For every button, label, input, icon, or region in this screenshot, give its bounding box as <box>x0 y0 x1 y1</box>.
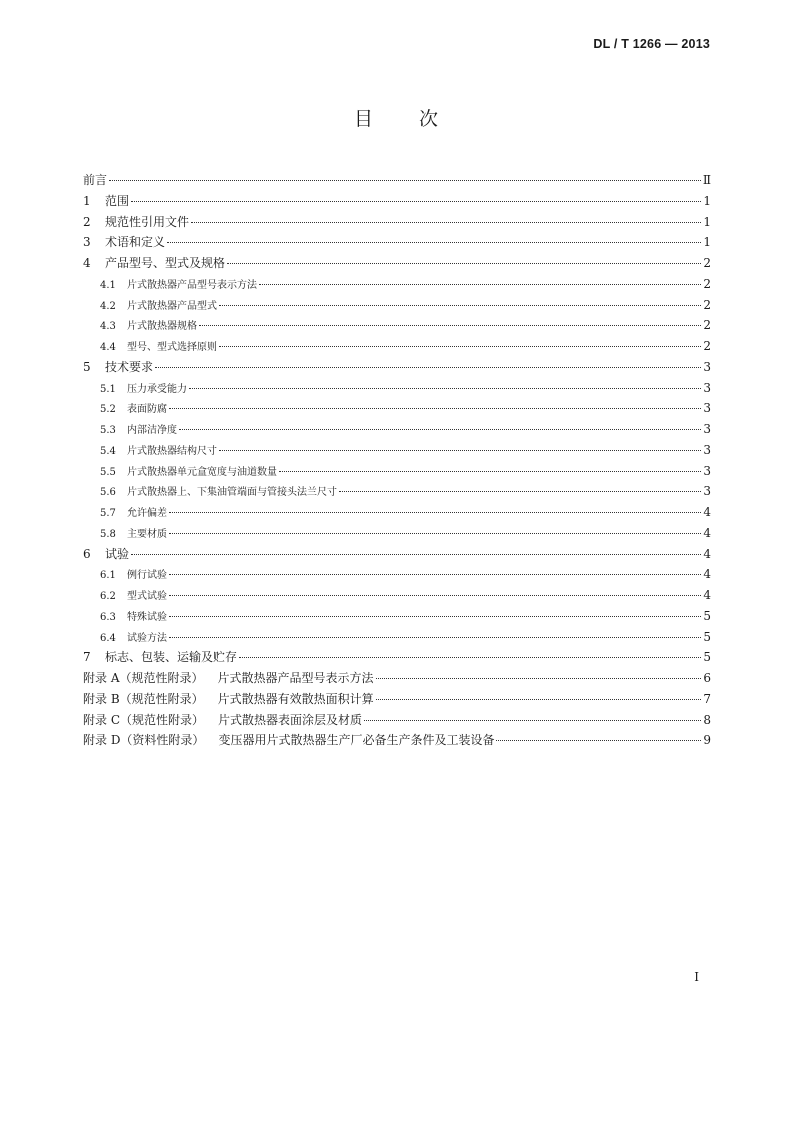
toc-entry-page: 2 <box>703 318 711 333</box>
toc-leader-dots <box>219 449 701 451</box>
toc-entry[interactable] <box>83 274 711 295</box>
footer-page-number: I <box>694 970 699 984</box>
toc-entry-title: 试验 <box>105 546 130 561</box>
toc-entry-number: 5.7 <box>100 508 116 519</box>
table-of-contents <box>83 170 711 751</box>
toc-entry-title: 片式散热器规格 <box>127 321 197 333</box>
toc-entry-number: 5.6 <box>100 487 116 499</box>
toc-entry-number: 3 <box>83 235 91 250</box>
toc-entry-title: 片式散热器有效散热面积计算 <box>217 691 374 706</box>
toc-entry-title: 片式散热器产品型号表示方法 <box>217 671 374 685</box>
toc-leader-dots <box>364 719 701 721</box>
toc-entry[interactable] <box>83 232 711 253</box>
toc-entry-number: 5.1 <box>100 383 116 395</box>
toc-leader-dots <box>169 407 701 409</box>
toc-entry-page: 5 <box>703 650 711 665</box>
toc-entry-number: 4 <box>83 256 91 270</box>
toc-leader-dots <box>155 366 701 368</box>
toc-leader-dots <box>131 553 701 555</box>
toc-entry-page: 4 <box>703 567 711 582</box>
toc-leader-dots <box>179 428 701 430</box>
toc-entry[interactable] <box>83 440 711 461</box>
toc-entry-number: 6.4 <box>100 632 116 644</box>
toc-entry[interactable] <box>83 647 711 668</box>
toc-entry-number: 5 <box>83 359 91 374</box>
toc-entry-page: 3 <box>703 442 711 457</box>
toc-entry-title: 片式散热器表面涂层及材质 <box>218 712 363 727</box>
toc-entry-title: 片式散热器单元盒宽度与油道数量 <box>127 466 277 478</box>
toc-entry-title: 特殊试验 <box>127 611 167 623</box>
toc-entry-page: 7 <box>703 691 711 706</box>
toc-entry[interactable] <box>83 212 711 233</box>
toc-entry-page: Ⅱ <box>702 173 711 187</box>
toc-entry-title: 试验方法 <box>127 632 167 644</box>
toc-entry[interactable] <box>83 668 711 689</box>
toc-entry-page: 3 <box>703 484 711 499</box>
toc-entry-page: 3 <box>703 401 711 416</box>
toc-leader-dots <box>279 470 701 472</box>
toc-entry[interactable] <box>83 315 711 336</box>
toc-entry-number: 4.4 <box>100 342 116 353</box>
toc-entry-page: 4 <box>703 505 711 519</box>
toc-entry[interactable] <box>83 461 711 482</box>
toc-entry-title: 范围 <box>105 193 130 208</box>
toc-entry-title: 产品型号、型式及规格 <box>105 256 226 270</box>
toc-entry[interactable] <box>83 253 711 274</box>
toc-entry[interactable] <box>83 606 711 627</box>
toc-leader-dots <box>199 324 701 326</box>
toc-entry-title: 表面防腐 <box>127 404 167 416</box>
toc-entry[interactable] <box>83 419 711 440</box>
toc-leader-dots <box>239 656 701 658</box>
toc-entry-title: 前言 <box>83 173 108 187</box>
toc-entry-number: 6.1 <box>100 570 116 582</box>
toc-entry-number: 4.3 <box>100 321 116 333</box>
toc-leader-dots <box>259 283 701 285</box>
toc-entry-title: 片式散热器上、下集油管端面与管接头法兰尺寸 <box>127 487 337 499</box>
toc-leader-dots <box>169 636 701 638</box>
toc-entry-number: 附录 B（规范性附录） <box>83 691 204 706</box>
toc-entry-page: 3 <box>703 463 711 478</box>
toc-entry-page: 3 <box>703 422 711 436</box>
toc-entry-number: 6.2 <box>100 591 116 602</box>
toc-entry-title: 型号、型式选择原则 <box>127 342 217 353</box>
toc-entry-page: 1 <box>703 235 711 250</box>
toc-entry[interactable] <box>83 502 711 523</box>
toc-entry-number: 6.3 <box>100 611 116 623</box>
toc-entry-number: 附录 D（资料性附录） <box>83 733 205 748</box>
toc-entry-number: 1 <box>83 193 91 208</box>
toc-entry-page: 9 <box>703 733 711 748</box>
toc-leader-dots <box>109 179 701 181</box>
toc-leader-dots <box>169 594 701 596</box>
toc-leader-dots <box>376 698 701 700</box>
toc-leader-dots <box>219 304 701 306</box>
page-title <box>0 104 794 131</box>
toc-entry-page: 1 <box>703 214 711 229</box>
title-part-2: 次 <box>419 108 441 130</box>
toc-entry[interactable] <box>83 481 711 502</box>
toc-entry-number: 2 <box>83 214 91 229</box>
toc-entry[interactable] <box>83 170 711 191</box>
toc-entry-title: 标志、包装、运输及贮存 <box>105 650 238 665</box>
toc-leader-dots <box>169 615 701 617</box>
toc-entry-number: 6 <box>83 546 91 561</box>
toc-entry-page: 3 <box>703 380 711 395</box>
toc-entry-page: 6 <box>703 671 711 685</box>
toc-entry-number: 5.3 <box>100 425 116 436</box>
toc-entry-title: 片式散热器产品型号表示方法 <box>127 279 257 291</box>
toc-entry[interactable] <box>83 378 711 399</box>
toc-entry-page: 2 <box>703 276 711 291</box>
toc-entry-title: 内部洁净度 <box>127 425 177 436</box>
toc-entry-page: 4 <box>703 588 711 602</box>
toc-entry-title: 压力承受能力 <box>127 383 187 395</box>
toc-leader-dots <box>189 387 701 389</box>
toc-leader-dots <box>131 200 701 202</box>
toc-entry-page: 5 <box>703 608 711 623</box>
toc-entry[interactable] <box>83 585 711 606</box>
toc-entry-page: 1 <box>703 193 711 208</box>
toc-entry-number: 附录 A（规范性附录） <box>83 671 204 685</box>
toc-entry-page: 5 <box>703 629 711 644</box>
toc-entry-page: 2 <box>703 256 711 270</box>
toc-leader-dots <box>169 511 701 513</box>
toc-entry-page: 2 <box>703 339 711 353</box>
toc-leader-dots <box>496 739 701 741</box>
toc-entry-title: 规范性引用文件 <box>105 214 190 229</box>
toc-leader-dots <box>227 262 701 264</box>
toc-entry-title: 术语和定义 <box>105 235 166 250</box>
toc-entry[interactable] <box>83 710 711 731</box>
toc-leader-dots <box>169 532 701 534</box>
toc-leader-dots <box>339 490 701 492</box>
toc-entry-number: 7 <box>83 650 91 665</box>
toc-entry-page: 2 <box>703 297 711 312</box>
standard-code: DL / T 1266 — 2013 <box>593 37 710 51</box>
toc-entry-title: 片式散热器产品型式 <box>127 300 217 312</box>
toc-entry-title: 片式散热器结构尺寸 <box>127 445 217 457</box>
toc-entry[interactable] <box>83 191 711 212</box>
toc-entry-number: 附录 C（规范性附录） <box>83 712 204 727</box>
toc-entry[interactable] <box>83 627 711 648</box>
toc-entry[interactable] <box>83 357 711 378</box>
toc-entry-page: 3 <box>703 359 711 374</box>
toc-entry[interactable] <box>83 336 711 357</box>
toc-leader-dots <box>376 677 702 679</box>
toc-entry-number: 4.2 <box>100 300 116 312</box>
toc-entry-page: 4 <box>703 546 711 561</box>
toc-entry-number: 4.1 <box>100 279 116 291</box>
toc-leader-dots <box>191 221 701 223</box>
toc-entry[interactable] <box>83 544 711 565</box>
toc-entry-number: 5.8 <box>100 528 116 540</box>
toc-entry-number: 5.4 <box>100 445 116 457</box>
toc-entry[interactable] <box>83 689 711 710</box>
toc-entry[interactable] <box>83 730 711 751</box>
toc-leader-dots <box>219 345 701 347</box>
toc-entry-page: 8 <box>703 712 711 727</box>
toc-entry-number: 5.5 <box>100 466 116 478</box>
toc-entry-title: 型式试验 <box>127 591 167 602</box>
toc-entry[interactable] <box>83 564 711 585</box>
toc-entry-title: 主要材质 <box>127 528 167 540</box>
toc-entry-title: 允许偏差 <box>127 508 167 519</box>
toc-entry[interactable] <box>83 295 711 316</box>
toc-entry-title: 技术要求 <box>105 359 154 374</box>
toc-entry-title: 变压器用片式散热器生产厂必备生产条件及工装设备 <box>218 733 495 748</box>
toc-leader-dots <box>167 241 701 243</box>
title-part-1: 目 <box>353 108 375 130</box>
toc-leader-dots <box>169 573 701 575</box>
toc-entry[interactable] <box>83 398 711 419</box>
toc-entry-title: 例行试验 <box>127 570 167 582</box>
toc-entry[interactable] <box>83 523 711 544</box>
toc-entry-number: 5.2 <box>100 404 116 416</box>
toc-entry-page: 4 <box>703 525 711 540</box>
